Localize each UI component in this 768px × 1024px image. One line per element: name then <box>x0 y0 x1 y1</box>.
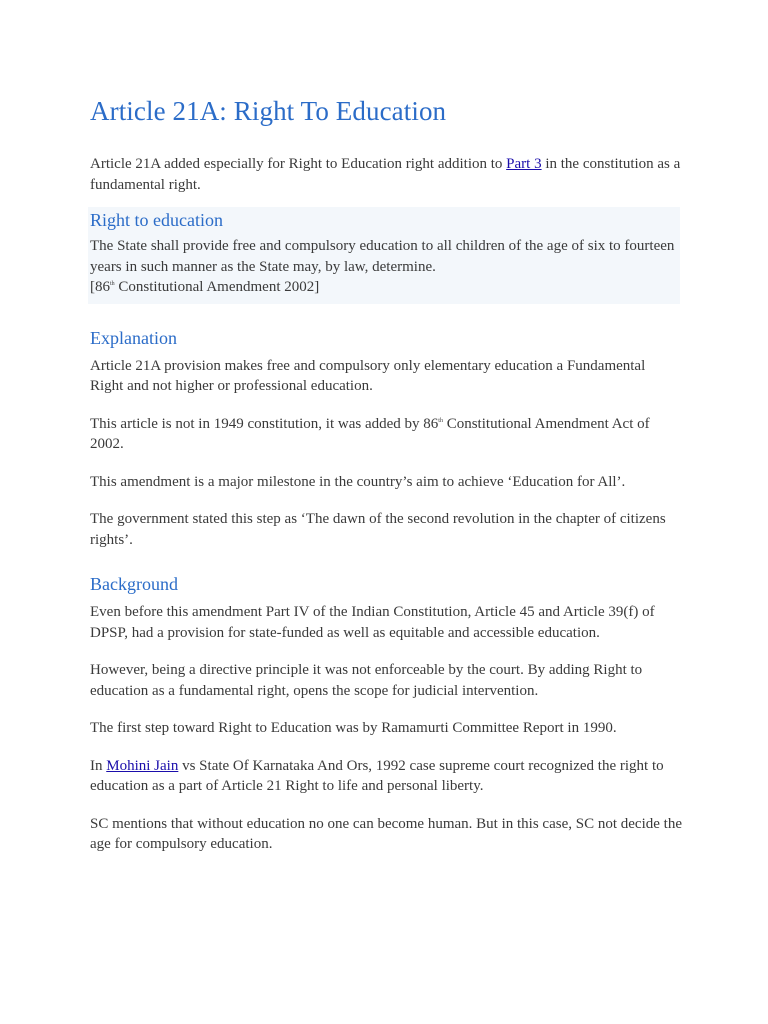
explanation-paragraph-2 <box>90 414 682 455</box>
quote-body: The State shall provide free and compulsory education to all children of the age of six to fourteen years in such manner as the State may, by law, determine. <box>90 238 675 275</box>
explanation-paragraph-3: This amendment is a major milestone in the country’s aim to achieve ‘Education for All’. <box>90 473 626 490</box>
article-content <box>90 92 682 855</box>
explanation-paragraph-4: The government stated this step as ‘The dawn of the second revolution in the chapter of citizens rights’. <box>90 511 666 548</box>
intro-text-end: in the constitution as a fundamental right. <box>90 156 681 193</box>
mohini-jain-link[interactable]: Mohini Jain <box>106 757 179 774</box>
explanation-section <box>90 326 682 551</box>
quote-text <box>90 236 680 298</box>
citation-prefix: [86 <box>90 279 110 295</box>
quote-heading: Right to education <box>90 210 223 230</box>
background-paragraph-4 <box>90 756 682 797</box>
explanation-p2-prefix: This article is not in 1949 constitution, it was added by 86 <box>90 415 439 432</box>
explanation-paragraph-1: Article 21A provision makes free and compulsory only elementary education a Fundamental Right and not higher or professional education. <box>90 357 646 394</box>
explanation-p2-sup: th <box>438 417 443 424</box>
quote-box <box>88 207 680 304</box>
part-3-link[interactable]: Part 3 <box>506 156 542 172</box>
intro-paragraph <box>90 154 682 195</box>
background-paragraph-5: SC mentions that without education no one can become human. But in this case, SC not decide the age for compulsory education. <box>90 815 682 852</box>
explanation-p2-suffix: Constitutional Amendment Act of 2002. <box>90 415 650 452</box>
explanation-heading: Explanation <box>90 327 177 348</box>
background-paragraph-3: The first step toward Right to Education was by Ramamurti Committee Report in 1990. <box>90 720 617 736</box>
citation-suffix: Constitutional Amendment 2002] <box>114 279 320 295</box>
citation-sup: th <box>110 281 115 287</box>
background-section <box>90 572 682 855</box>
page-title: Article 21A: Right To Education <box>90 96 447 126</box>
background-paragraph-1: Even before this amendment Part IV of the Indian Constitution, Article 45 and Article 39(f) of DPSP, had a provision for state-funded as well as equitable and accessible education. <box>90 604 655 641</box>
background-p4-suffix: vs State Of Karnataka And Ors, 1992 case supreme court recognized the right to education as a part of Article 21 Right to life and personal liberty. <box>90 757 664 794</box>
background-paragraph-2: However, being a directive principle it was not enforceable by the court. By adding Right to education as a fundamental right, opens the scope for judicial intervention. <box>90 662 643 699</box>
intro-text: Article 21A added especially for Right to Education right addition to <box>90 156 507 172</box>
background-heading: Background <box>90 574 178 594</box>
background-p4-prefix: In <box>90 757 107 774</box>
